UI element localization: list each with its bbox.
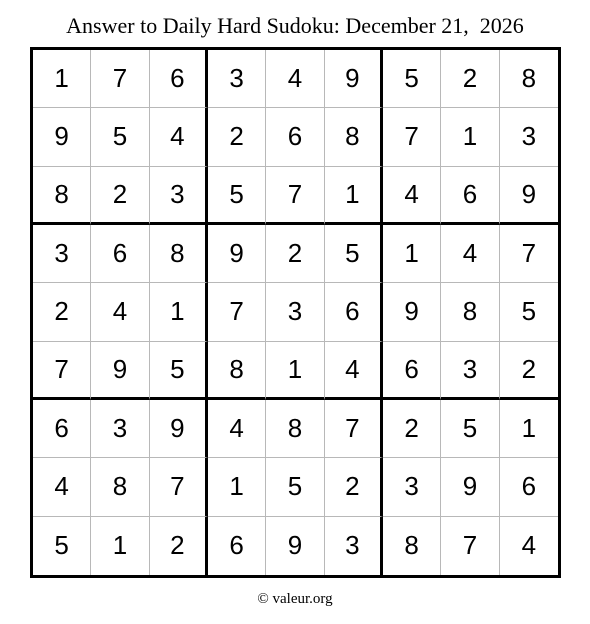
sudoku-cell: 3 [91,400,149,458]
sudoku-cell: 3 [33,225,91,283]
sudoku-cell: 2 [208,108,266,166]
sudoku-cell: 1 [266,342,324,400]
sudoku-cell: 5 [441,400,499,458]
sudoku-cell: 9 [150,400,208,458]
sudoku-cell: 7 [208,283,266,341]
sudoku-cell: 5 [33,517,91,575]
sudoku-cell: 3 [208,50,266,108]
sudoku-cell: 4 [33,458,91,516]
sudoku-cell: 8 [383,517,441,575]
sudoku-cell: 5 [500,283,558,341]
sudoku-cell: 8 [441,283,499,341]
sudoku-cell: 4 [441,225,499,283]
sudoku-cell: 5 [266,458,324,516]
sudoku-cell: 3 [266,283,324,341]
sudoku-cell: 4 [150,108,208,166]
sudoku-cell: 7 [150,458,208,516]
sudoku-cell: 2 [266,225,324,283]
sudoku-cell: 9 [208,225,266,283]
sudoku-cell: 5 [91,108,149,166]
sudoku-cell: 2 [441,50,499,108]
sudoku-cell: 6 [33,400,91,458]
sudoku-cell: 7 [325,400,383,458]
sudoku-cell: 8 [500,50,558,108]
sudoku-cell: 8 [325,108,383,166]
sudoku-cell: 5 [150,342,208,400]
sudoku-cell: 4 [325,342,383,400]
sudoku-cell: 8 [150,225,208,283]
sudoku-cell: 4 [383,167,441,225]
sudoku-cell: 3 [383,458,441,516]
sudoku-cell: 8 [266,400,324,458]
sudoku-board [30,47,561,578]
sudoku-cell: 6 [150,50,208,108]
sudoku-cell: 6 [383,342,441,400]
sudoku-cell: 7 [266,167,324,225]
sudoku-cell: 2 [91,167,149,225]
sudoku-cell: 1 [33,50,91,108]
sudoku-cell: 3 [150,167,208,225]
sudoku-cell: 2 [500,342,558,400]
sudoku-cell: 6 [500,458,558,516]
sudoku-cell: 1 [91,517,149,575]
sudoku-cell: 9 [441,458,499,516]
sudoku-cell: 3 [441,342,499,400]
sudoku-cell: 6 [441,167,499,225]
sudoku-cell: 3 [325,517,383,575]
sudoku-cell: 9 [325,50,383,108]
sudoku-cell: 7 [441,517,499,575]
sudoku-cell: 5 [208,167,266,225]
sudoku-cell: 9 [500,167,558,225]
sudoku-cell: 9 [33,108,91,166]
sudoku-cell: 7 [500,225,558,283]
sudoku-cell: 6 [266,108,324,166]
sudoku-cell: 6 [325,283,383,341]
sudoku-cell: 8 [91,458,149,516]
sudoku-cell: 4 [521,530,537,561]
sudoku-cell: 9 [383,283,441,341]
sudoku-cell: 1 [325,167,383,225]
sudoku-cell: 2 [150,517,208,575]
copyright-footer: © valeur.org [257,591,333,607]
sudoku-cell: 7 [33,342,91,400]
page-title: Answer to Daily Hard Sudoku: December 21, 2026 [66,13,524,38]
sudoku-cell: 5 [383,50,441,108]
sudoku-cell: 7 [383,108,441,166]
sudoku-cell: 1 [150,283,208,341]
sudoku-cell: 1 [500,400,558,458]
sudoku-cell: 4 [266,50,324,108]
sudoku-cell: 9 [91,342,149,400]
sudoku-cell: 1 [208,458,266,516]
sudoku-cell: 6 [208,517,266,575]
sudoku-cell: 9 [266,517,324,575]
sudoku-cell: 3 [500,108,558,166]
sudoku-cell: 8 [208,342,266,400]
sudoku-cell: 2 [33,283,91,341]
sudoku-cell: 6 [91,225,149,283]
sudoku-cell: 4 [208,400,266,458]
sudoku-cell: 8 [33,167,91,225]
sudoku-cell: 7 [91,50,149,108]
sudoku-cell: 2 [383,400,441,458]
sudoku-cell: 5 [325,225,383,283]
sudoku-cell: 1 [441,108,499,166]
sudoku-cell: 2 [325,458,383,516]
sudoku-cell: 1 [383,225,441,283]
sudoku-cell: 4 [91,283,149,341]
